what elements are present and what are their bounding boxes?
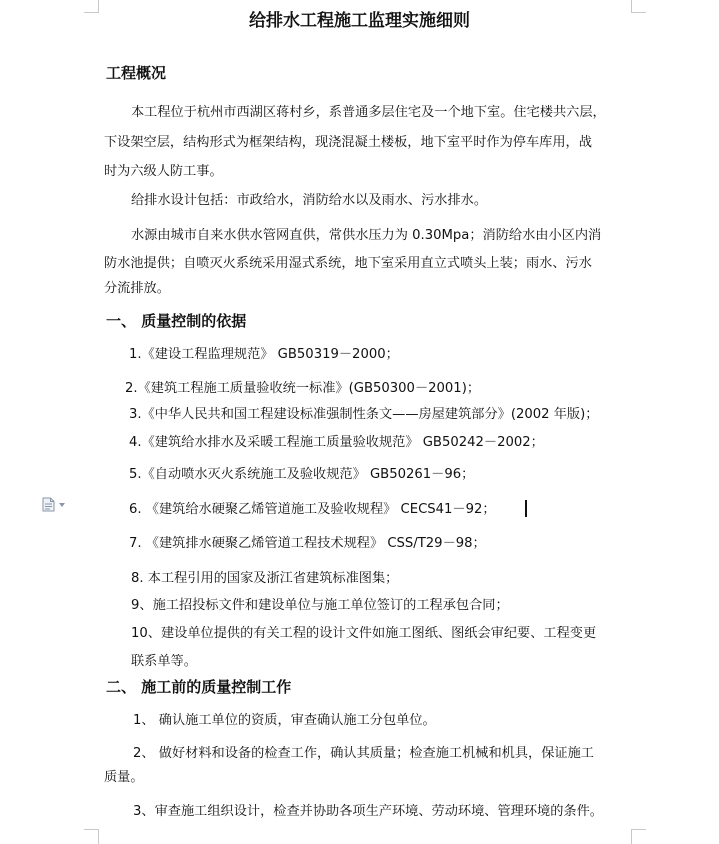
crop-mark [631, 829, 646, 844]
paragraph-gutter-button[interactable] [42, 497, 65, 512]
list-item[interactable]: 联系单等。 [131, 654, 197, 669]
crop-mark [84, 829, 99, 844]
list-item[interactable]: 3.《中华人民共和国工程建设标准强制性条文——房屋建筑部分》(2002 年版)； [129, 407, 599, 422]
paragraph-line[interactable]: 下设架空层，结构形式为框架结构，现浇混凝土楼板，地下室平时作为停车库用，战 [104, 135, 592, 150]
list-item[interactable]: 1.《建设工程监理规范》 GB50319－2000； [129, 347, 399, 362]
list-item[interactable]: 质量。 [104, 770, 144, 785]
list-item[interactable]: 2.《建筑工程施工质量验收统一标准》(GB50300－2001)； [125, 381, 481, 396]
list-item[interactable]: 5.《自动喷水灭火系统施工及验收规范》 GB50261－96； [129, 467, 475, 482]
list-item[interactable]: 2、 做好材料和设备的检查工作，确认其质量；检查施工机械和机具，保证施工 [133, 746, 594, 761]
list-item[interactable]: 1、 确认施工单位的资质，审查确认施工分包单位。 [133, 713, 436, 728]
heading-overview[interactable]: 工程概况 [106, 64, 167, 82]
document-icon [42, 497, 55, 512]
dropdown-arrow-icon [59, 503, 65, 507]
paragraph-line[interactable]: 时为六级人防工事。 [104, 164, 223, 179]
heading-section-1[interactable]: 一、 质量控制的依据 [106, 312, 247, 330]
list-item[interactable]: 8. 本工程引用的国家及浙江省建筑标准图集； [131, 571, 399, 586]
paragraph-line[interactable]: 水源由城市自来水供水管网直供，常供水压力为 0.30Mpa；消防给水由小区内消 [131, 228, 602, 243]
paragraph-line[interactable]: 分流排放。 [104, 281, 170, 296]
list-item[interactable]: 6. 《建筑给水硬聚乙烯管道施工及验收规程》 CECS41－92； [129, 502, 496, 517]
list-item[interactable]: 7. 《建筑排水硬聚乙烯管道工程技术规程》 CSS/T29－98； [129, 536, 486, 551]
text-cursor [525, 500, 527, 517]
paragraph-line[interactable]: 防水池提供；自喷灭火系统采用湿式系统，地下室采用直立式喷头上装；雨水、污水 [104, 256, 592, 271]
paragraph-line[interactable]: 给排水设计包括：市政给水，消防给水以及雨水、污水排水。 [131, 193, 488, 208]
list-item[interactable]: 3、审查施工组织设计，检查并协助各项生产环境、劳动环境、管理环境的条件。 [133, 804, 603, 819]
document-title[interactable]: 给排水工程施工监理实施细则 [249, 11, 470, 31]
list-item[interactable]: 10、建设单位提供的有关工程的设计文件如施工图纸、图纸会审纪要、工程变更 [131, 626, 597, 641]
paragraph-line[interactable]: 本工程位于杭州市西湖区蒋村乡，系普通多层住宅及一个地下室。住宅楼共六层， [131, 105, 606, 120]
list-item[interactable]: 9、施工招投标文件和建设单位与施工单位签订的工程承包合同； [131, 598, 509, 613]
heading-section-2[interactable]: 二、 施工前的质量控制工作 [106, 678, 292, 696]
list-item[interactable]: 4.《建筑给水排水及采暖工程施工质量验收规范》 GB50242－2002； [129, 435, 544, 450]
